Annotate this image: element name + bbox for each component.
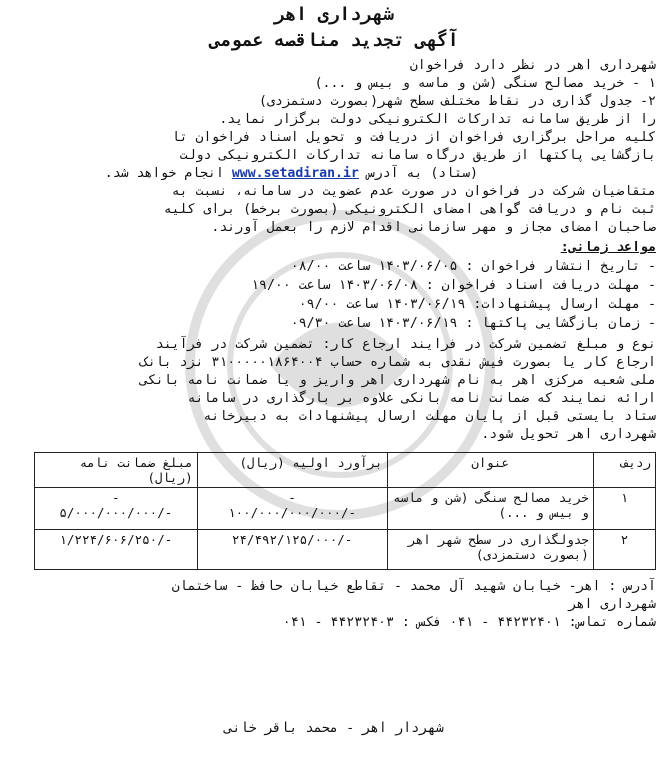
guarantee-value: ۱/۲۲۴/۶۰۶/۲۵۰/- [59,532,173,547]
cell-estimate [197,488,387,530]
guarantee-line: ارائه نمایند که ضمانت نامه بانکی علاوه بر بارگذاری در سامانه [187,391,656,406]
estimate-value: ۲۴/۴۹۲/۱۲۵/۰۰۰/- [231,532,353,547]
body-line: کلیه مراحل برگزاری فراخوان از دریافت و تحویل اسناد فراخوان تا [171,130,656,145]
url-prefix: (ستاد) به آدرس [366,166,478,181]
schedule-item: - مهلت دریافت اسناد فراخوان : ۱۴۰۳/۰۶/۰۸ ساعت ۱۹/۰۰ [251,278,656,293]
guarantee-dash: - [112,490,120,505]
estimate-dash: - [288,490,296,505]
guarantee-value: ۵/۰۰۰/۰۰۰/۰۰۰/- [59,505,173,520]
header-radif: ردیف [593,453,655,488]
schedule-item: - مهلت ارسال پیشنهادات: ۱۴۰۳/۰۶/۱۹ ساعت ۰۹/۰۰ [298,297,656,312]
url-suffix: انجام خواهد شد. [104,166,224,181]
body-line: شهرداری اهر در نظر دارد فراخوان [409,58,656,73]
guarantee-line: ستاد بایستی قبل از پایان مهلت ارسال پیشنهادات به دبیرخانه [203,409,656,424]
cell-title: جدولگذاری در سطح شهر اهر (بصورت دستمزدی) [387,530,593,570]
guarantee-line: نوع و مبلغ تضمین شرکت در فرایند ارجاع کار: تضمین شرکت در فرآیند [155,337,656,352]
schedule-heading: مواعد زمانی: [560,240,656,255]
table-header-row [35,453,656,488]
header-estimate: برآورد اولیه (ریال) [197,453,387,488]
body-line: متقاضیان شرکت در فراخوان در صورت عدم عضویت در سامانه، نسبت به [171,184,656,199]
address-line: آدرس : اهر- خیابان شهید آل محمد - تقاطع خیابان حافظ - ساختمان [171,579,656,594]
body-line: صاحبان امضای مجاز و مهر سازمانی اقدام لازم را بعمل آورند. [211,220,656,235]
contact-line: شماره تماس: ۴۴۲۳۲۴۰۱ - ۰۴۱ فکس : ۴۴۲۳۲۴۰۳ - ۰۴۱ [282,615,656,630]
page-subtitle: آگهی تجدید مناقصه عمومی [209,30,459,51]
url-line [105,165,478,183]
body-line: را از طریق سامانه تدارکات الکترونیکی دولت برگزار نماید. [219,112,656,127]
cell-estimate [197,530,387,570]
cell-guarantee [35,488,198,530]
setadiran-link[interactable]: www.setadiran.ir [231,166,359,181]
table-row [35,488,656,530]
cell-radif: ۲ [593,530,655,570]
body-line: بازگشایی پاکتها از طریق درگاه سامانه تدارکات الکترونیکی دولت [179,148,656,163]
header-title: عنوان [387,453,593,488]
tender-table [34,452,656,570]
estimate-value: ۱۰۰/۰۰۰/۰۰۰/۰۰۰/- [228,505,357,520]
signature: شهردار اهر - محمد باقر خانی [224,720,444,736]
body-line: ۱ - خرید مصالح سنگی (شن و ماسه و بیس و ...) [314,76,656,91]
guarantee-line: شهرداری اهر تحویل شود. [481,427,656,442]
cell-guarantee [35,530,198,570]
guarantee-line: ملی شعبه مرکزی اهر به نام شهرداری اهر واریز و یا ضمانت نامه بانکی [139,373,656,388]
schedule-item: - زمان بازگشایی پاکتها : ۱۴۰۳/۰۶/۱۹ ساعت ۰۹/۳۰ [290,316,656,331]
cell-title: خرید مصالح سنگی (شن و ماسه و بیس و ...) [387,488,593,530]
guarantee-line: ارجاع کار یا بصورت فیش نقدی به شماره حساب ۳۱۰۰۰۰۰۱۸۶۴۰۰۴ نزد بانک [139,355,656,370]
body-line: ثبت نام و دریافت گواهی امضای الکترونیکی (بصورت برخط) برای کلیه [163,202,656,217]
page-title: شهرداری اهر [274,4,394,25]
cell-radif: ۱ [593,488,655,530]
table-row [35,530,656,570]
header-guarantee: مبلغ ضمانت نامه (ریال) [35,453,198,488]
schedule-item: - تاریخ انتشار فراخوان : ۱۴۰۳/۰۶/۰۵ ساعت ۰۸/۰۰ [290,259,656,274]
address-line: شهرداری اهر [568,597,656,612]
body-line: ۲- جدول گذاری در نقاط مختلف سطح شهر(بصورت دستمزدی) [259,94,656,109]
